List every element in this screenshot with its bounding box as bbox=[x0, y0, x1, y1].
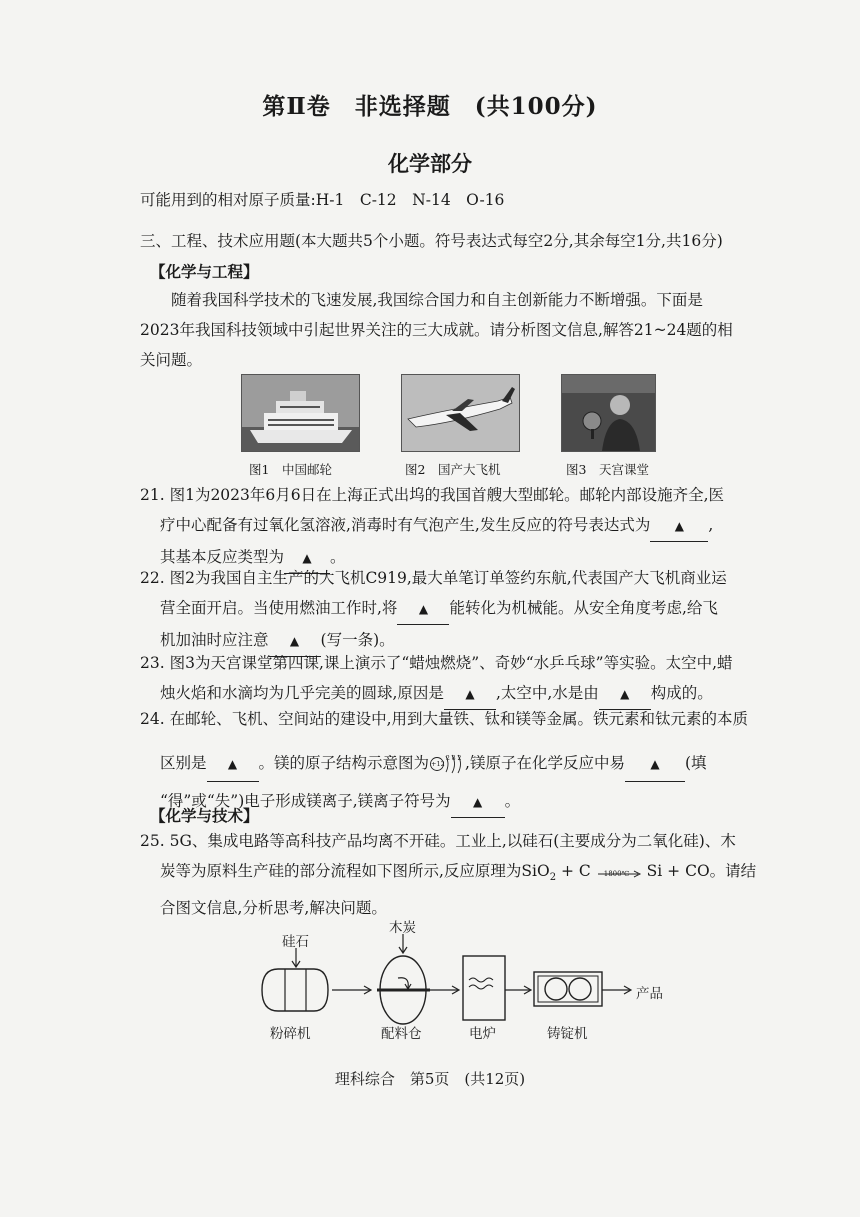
step-furnace-label: 电炉 bbox=[469, 1026, 496, 1042]
answer-blank[interactable]: ▲ bbox=[284, 542, 330, 574]
step-crusher-label: 粉碎机 bbox=[270, 1026, 311, 1042]
answer-blank[interactable]: ▲ bbox=[599, 678, 651, 710]
section-subtitle: 化学部分 bbox=[388, 151, 472, 176]
question-22: 22. 图2为我国自主生产的大飞机C919,最大单笔订单签约东航,代表国产大飞机商业运 营全面开启。当使用燃油工作时,将 ▲ 能转化为机械能。从安全角度考虑,给飞 机加油时应注意 ▲ (写一条)。 bbox=[140, 563, 727, 657]
answer-blank[interactable]: ▲ bbox=[650, 510, 708, 542]
step-mixing-bin-label: 配料仓 bbox=[381, 1026, 422, 1042]
answer-blank[interactable]: ▲ bbox=[397, 593, 449, 625]
section-heading: 三、工程、技术应用题(本大题共5个小题。符号表达式每空2分,其余每空1分,共16分) bbox=[140, 232, 723, 250]
mg-atom-diagram: +12 2 8 2 bbox=[429, 753, 465, 775]
question-21: 21. 图1为2023年6月6日在上海正式出坞的我国首艘大型邮轮。邮轮内部设施齐全,医 疗中心配备有过氧化氢溶液,消毒时有气泡产生,发生反应的符号表达式为 ▲ , 其基本反应类型为 ▲ 。 bbox=[140, 480, 724, 574]
tiangong-classroom-image bbox=[561, 374, 656, 452]
crusher-shape bbox=[262, 969, 328, 1011]
page-footer: 理科综合 第5页 (共12页) bbox=[334, 1070, 526, 1088]
answer-blank[interactable]: ▲ bbox=[207, 746, 259, 782]
ingot-caster-shape bbox=[534, 972, 602, 1006]
subsection-engineering: 【化学与工程】 bbox=[150, 262, 259, 281]
page-title: 第Ⅱ卷 非选择题 (共100分) bbox=[262, 93, 598, 120]
airplane-image bbox=[401, 374, 520, 452]
atomic-masses: 可能用到的相对原子质量:H-1 C-12 N-14 O-16 bbox=[140, 191, 505, 209]
answer-blank[interactable]: ▲ bbox=[269, 625, 321, 657]
reaction-arrow: 1800℃ bbox=[596, 865, 642, 879]
input-charcoal-label: 木炭 bbox=[389, 920, 416, 936]
subsection-technology: 【化学与技术】 bbox=[150, 806, 259, 825]
answer-blank[interactable]: ▲ bbox=[625, 746, 685, 782]
output-product-label: 产品 bbox=[636, 986, 663, 1002]
figure2-caption: 图2 国产大飞机 bbox=[405, 462, 501, 477]
mixing-bin-shape bbox=[377, 956, 430, 1024]
figure1-caption: 图1 中国邮轮 bbox=[249, 462, 332, 477]
intro-paragraph: 随着我国科学技术的飞速发展,我国综合国力和自主创新能力不断增强。下面是2023年我国科技领域中引起世界关注的三大成就。请分析图文信息,解答21~24题的相关问题。 bbox=[140, 291, 733, 369]
answer-blank[interactable]: ▲ bbox=[444, 678, 496, 710]
answer-blank[interactable]: ▲ bbox=[451, 786, 505, 818]
question-23: 23. 图3为天宫课堂第四课,课上演示了“蜡烛燃烧”、奇妙“水乒乓球”等实验。太空中,蜡 烛火焰和水滴均为几乎完美的圆球,原因是 ▲ ,太空中,水是由 ▲ 构成的。 bbox=[140, 648, 733, 710]
question-25: 25. 5G、集成电路等高科技产品均离不开硅。工业上,以硅石(主要成分为二氧化硅)、木 炭等为原料生产硅的部分流程如下图所示,反应原理为SiO$_2$ + C 1800℃ Si + CO。请结 合图文信息,分析思考,解决问题。 bbox=[140, 832, 757, 918]
question-24: 24. 在邮轮、飞机、空间站的建设中,用到大量铁、钛和镁等金属。铁元素和钛元素的本质 区别是 ▲ 。镁的原子结构示意图为 +12 2 8 2 ,镁原子在化学反应中易 ▲ (填 “得”或“失”)电子形成镁离子,镁离子符号为 ▲ 。 bbox=[140, 704, 748, 818]
cruise-ship-image bbox=[241, 374, 360, 452]
figure3-caption: 图3 天宫课堂 bbox=[566, 462, 649, 477]
electric-furnace-shape bbox=[463, 956, 505, 1020]
input-silica-label: 硅石 bbox=[282, 934, 309, 950]
step-caster-label: 铸锭机 bbox=[547, 1026, 588, 1042]
